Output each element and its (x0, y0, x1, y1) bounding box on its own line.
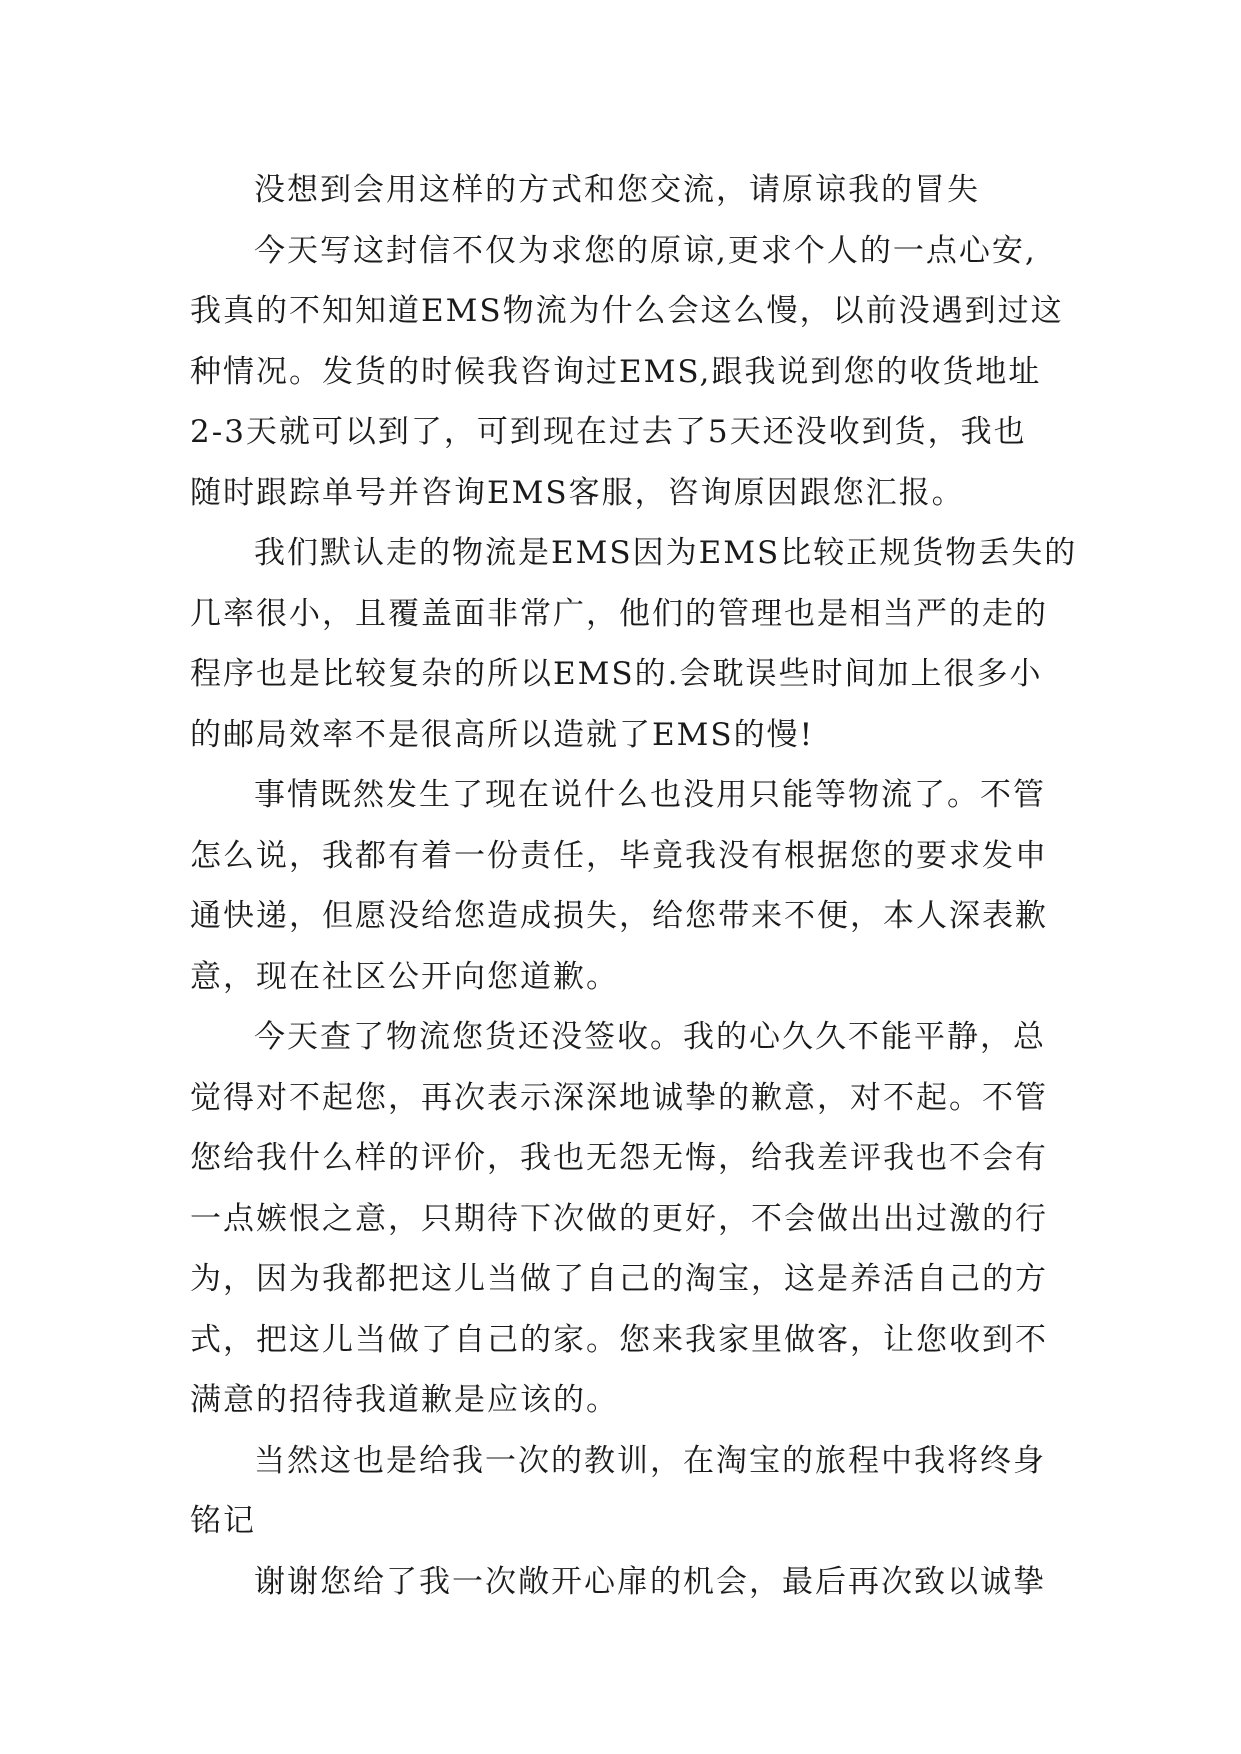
text-line: 意，现在社区公开向您道歉。 (190, 958, 619, 995)
text-line: 铭记 (190, 1503, 256, 1539)
text-line: 种情况。发货的时候我咨询过EMS,跟我说到您的收货地址 (190, 353, 1042, 390)
text-line: 我真的不知知道EMS物流为什么会这么慢，以前没遇到过这 (190, 293, 1064, 329)
text-line: 没想到会用这样的方式和您交流，请原谅我的冒失 (254, 172, 980, 208)
text-line: 今天写这封信不仅为求您的原谅,更求个人的一点心安, (254, 232, 1037, 269)
text-line: 一点嫉恨之意，只期待下次做的更好，不会做出出过激的行 (190, 1200, 1048, 1237)
text-line: 随时跟踪单号并咨询EMS客服，咨询原因跟您汇报。 (190, 474, 965, 511)
text-line: 2-3天就可以到了，可到现在过去了5天还没收到货，我也 (190, 414, 1027, 450)
letter-body (190, 160, 1078, 1612)
text-line: 怎么说，我都有着一份责任，毕竟我没有根据您的要求发申 (190, 837, 1048, 874)
text-line: 觉得对不起您，再次表示深深地诚挚的歉意，对不起。不管 (190, 1079, 1048, 1116)
text-line: 式，把这儿当做了自己的家。您来我家里做客，让您收到不 (190, 1321, 1048, 1358)
text-line: 我们默认走的物流是EMS因为EMS比较正规货物丢失的 (254, 535, 1078, 571)
text-line: 今天查了物流您货还没签收。我的心久久不能平静，总 (254, 1019, 1046, 1055)
text-line: 为，因为我都把这儿当做了自己的淘宝，这是养活自己的方 (190, 1261, 1048, 1297)
text-line: 您给我什么样的评价，我也无怨无悔，给我差评我也不会有 (190, 1140, 1048, 1176)
text-line: 事情既然发生了现在说什么也没用只能等物流了。不管 (254, 777, 1046, 813)
text-line: 谢谢您给了我一次敞开心扉的机会，最后再次致以诚挚 (254, 1563, 1046, 1600)
text-line: 满意的招待我道歉是应该的。 (190, 1382, 619, 1418)
text-line: 程序也是比较复杂的所以EMS的.会耽误些时间加上很多小 (190, 656, 1043, 692)
text-line: 的邮局效率不是很高所以造就了EMS的慢! (190, 716, 815, 753)
text-line: 通快递，但愿没给您造成损失，给您带来不便，本人深表歉 (190, 898, 1048, 934)
text-line: 几率很小，且覆盖面非常广，他们的管理也是相当严的走的 (190, 595, 1048, 632)
text-line: 当然这也是给我一次的教训，在淘宝的旅程中我将终身 (254, 1442, 1046, 1479)
